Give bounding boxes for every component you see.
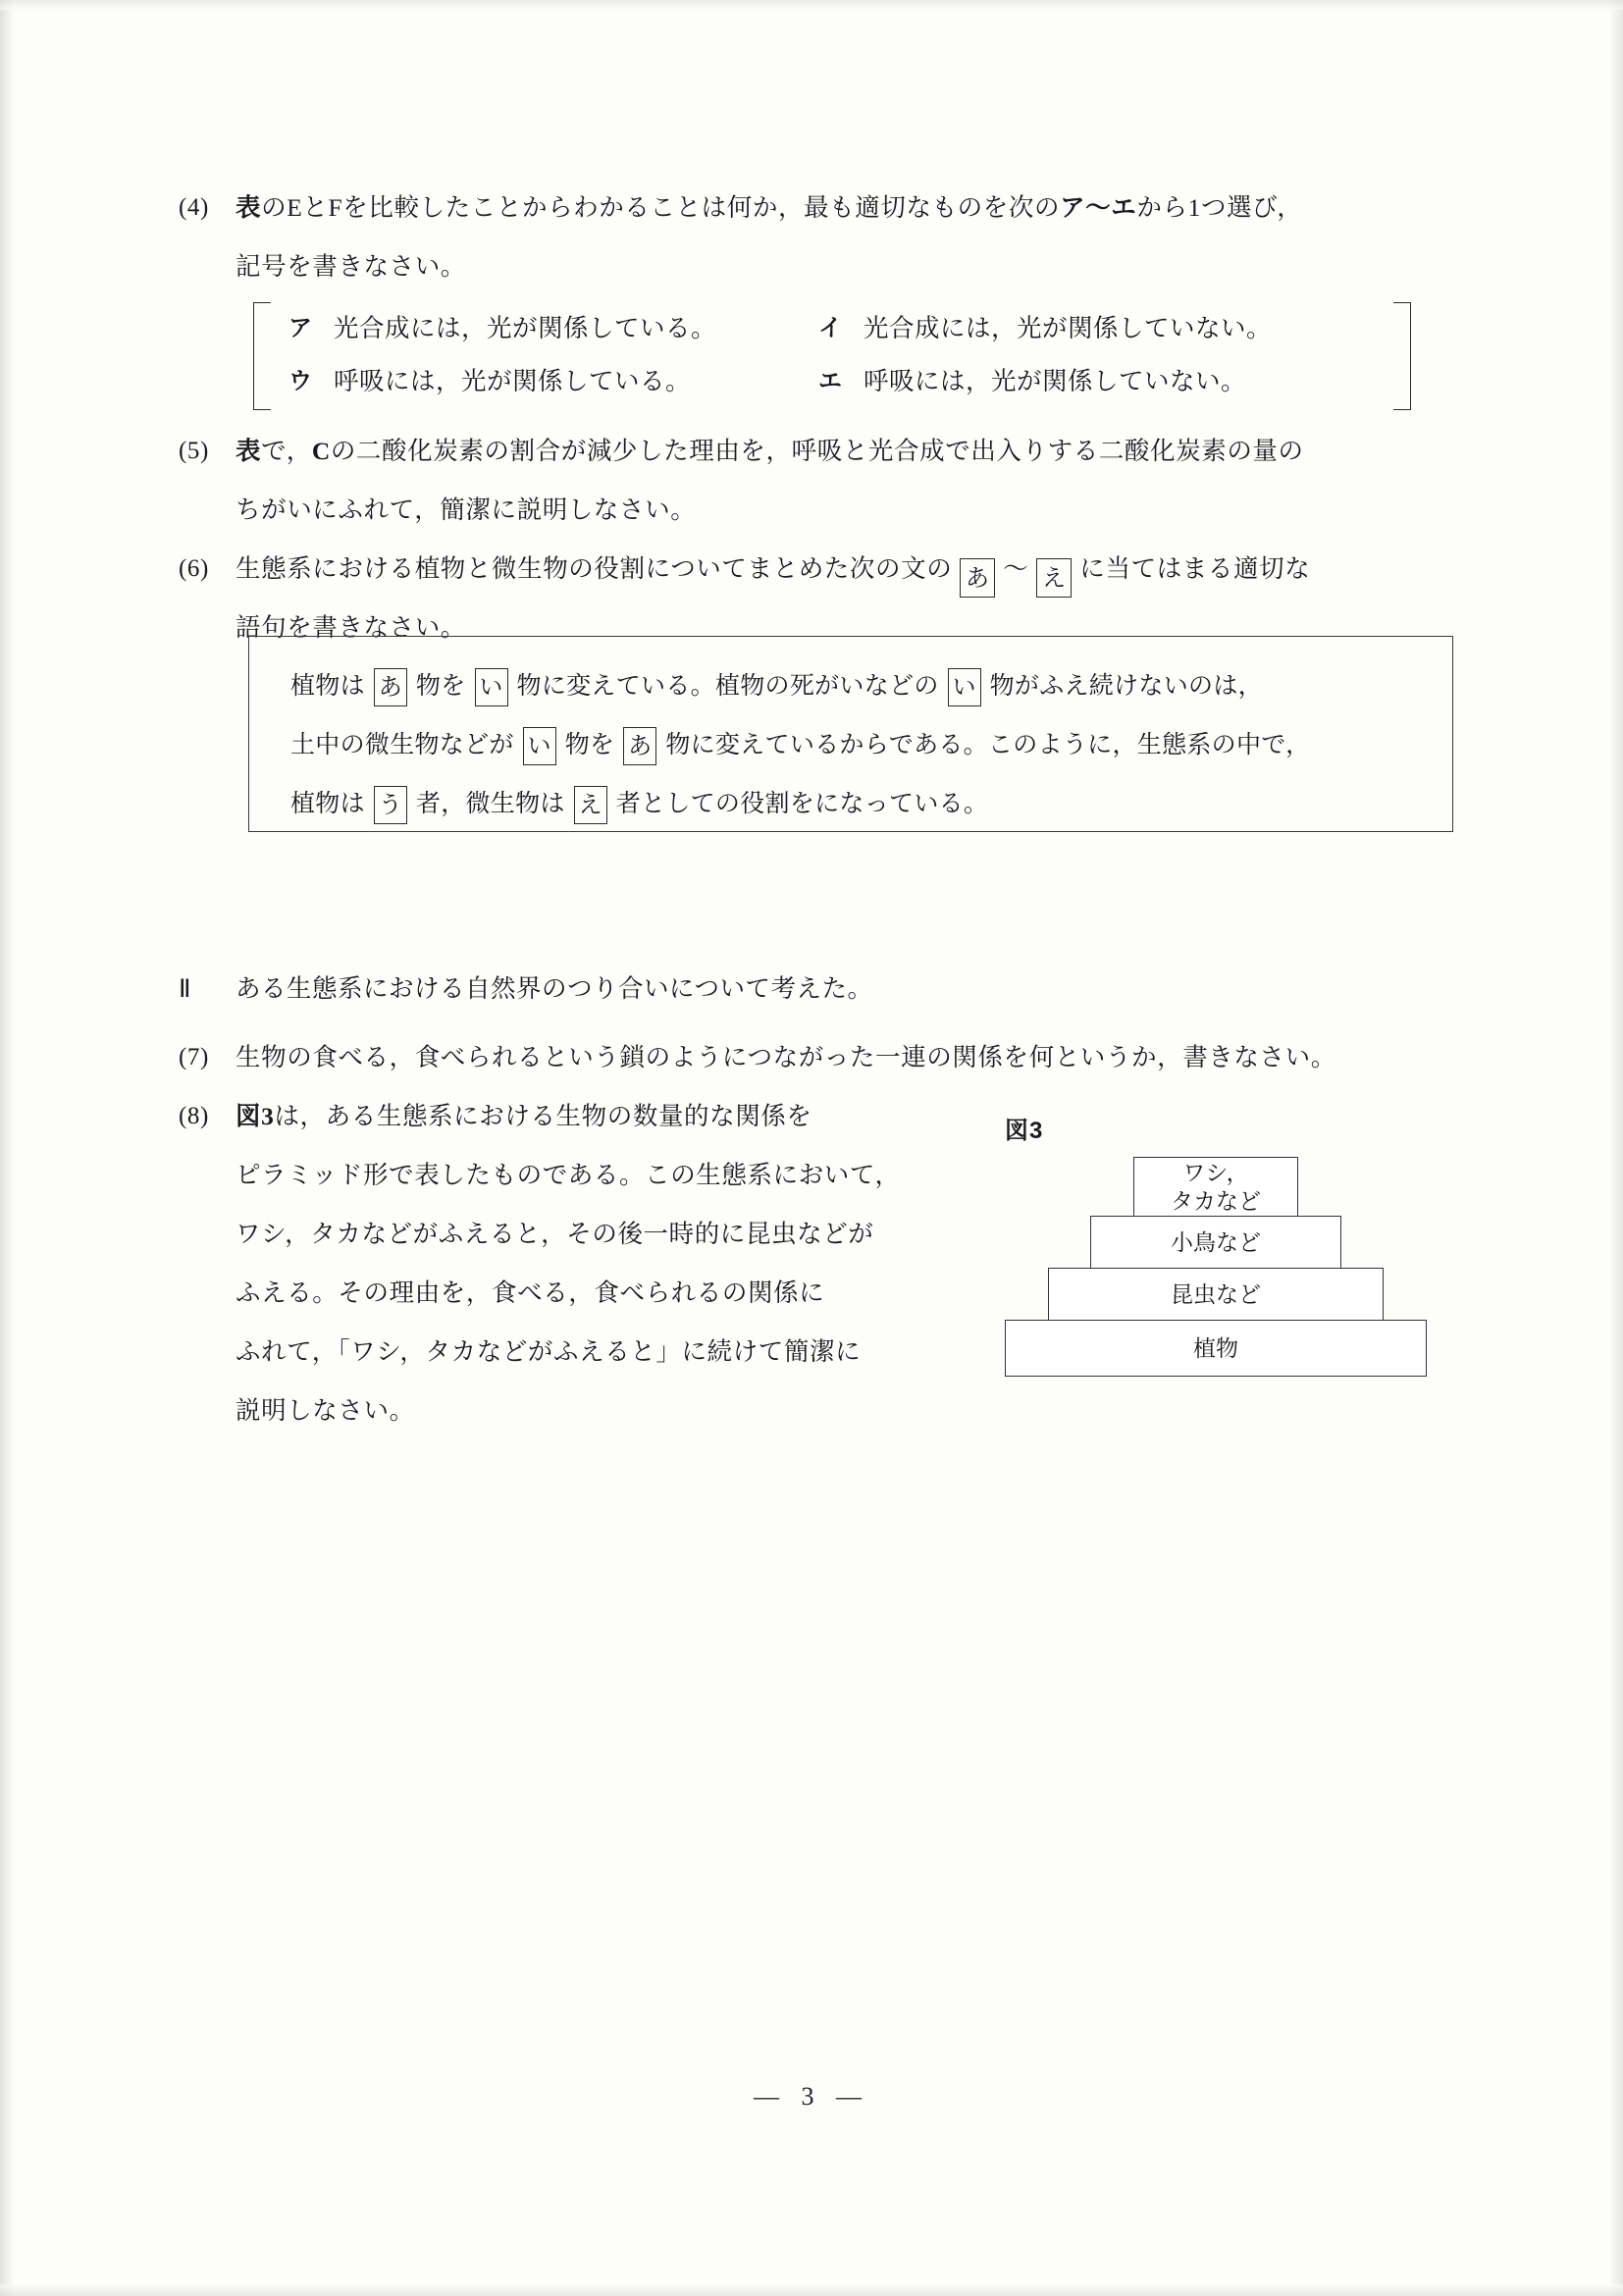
bracket-left: [253, 302, 271, 410]
choice-option-a[interactable]: [288, 302, 818, 355]
pyramid-tier-insects-label: 昆虫など: [1171, 1282, 1261, 1307]
blank-ref-start: あ: [960, 558, 995, 598]
question-4-line2: 記号を書きなさい。: [236, 252, 466, 281]
passage-2-blank-a: あ: [623, 727, 656, 765]
passage-2-blank-i: い: [523, 727, 556, 765]
question-8-number: (8): [179, 1103, 209, 1129]
passage-line-1: [290, 664, 1263, 709]
passage-1-seg2: 物を: [415, 673, 466, 700]
question-5-keyword-table: 表: [236, 437, 262, 465]
choice-mark-u: ウ: [288, 368, 313, 394]
question-8-line3: ワシ，タカなどがふえると，その後一時的に昆虫などが: [236, 1220, 874, 1248]
passage-box: [248, 636, 1453, 832]
question-8-line6: 説明しなさい。: [236, 1396, 415, 1425]
question-8-figure-ref: 図3: [236, 1102, 275, 1130]
question-8-line1-rest: は，ある生態系における生物の数量的な関係を: [274, 1102, 812, 1130]
bracket-right: [1393, 302, 1411, 410]
passage-1-blank-a: あ: [374, 668, 407, 706]
question-8-line2: ピラミッド形で表したものである。この生態系において，: [236, 1161, 901, 1189]
question-5-line2: ちがいにふれて，簡潔に説明しなさい。: [236, 496, 697, 524]
question-8-line4: ふえる。その理由を，食べる，食べられるの関係に: [236, 1278, 825, 1307]
passage-1-seg1: 植物は: [290, 673, 365, 700]
pyramid-tier-birds-label: 小鳥など: [1171, 1230, 1261, 1255]
blank-ref-end: え: [1036, 558, 1072, 598]
question-6-line1-b: に当てはまる適切な: [1079, 554, 1311, 583]
question-5-number: (5): [179, 438, 209, 464]
passage-2-seg2: 物を: [564, 732, 615, 758]
choice-option-u[interactable]: [288, 355, 818, 408]
question-5: [179, 422, 1454, 540]
passage-3-seg2: 者，微生物は: [415, 791, 565, 817]
question-4-body: [236, 179, 1302, 296]
choice-text-e: 呼吸には，光が関係していない。: [864, 367, 1247, 395]
pyramid-tier-top: [1133, 1157, 1298, 1218]
question-6-tilde: ～: [1003, 554, 1029, 583]
pyramid-tier-birds: [1090, 1216, 1341, 1270]
question-7: [179, 1028, 1474, 1087]
question-6-line2: 語句を書きなさい。: [236, 613, 466, 642]
figure-3: [1005, 1111, 1437, 1378]
figure-3-label: 図3: [1005, 1118, 1044, 1144]
question-5-line1-rest: の二酸化炭素の割合が減少した理由を，呼吸と光合成で出入りする二酸化炭素の量の: [330, 437, 1304, 465]
passage-3-seg3: 者としての役割をになっている。: [615, 791, 989, 817]
pyramid-tier-insects: [1048, 1268, 1384, 1322]
pyramid-tier-plants-label: 植物: [1193, 1335, 1238, 1361]
pyramid-tier-top-line2: タカなど: [1171, 1189, 1261, 1214]
choice-grid: [288, 302, 1387, 408]
choice-option-e[interactable]: [818, 355, 1348, 408]
choice-text-a: 光合成には，光が関係している。: [334, 314, 717, 342]
question-5-keyword-c: C: [311, 437, 331, 465]
passage-line-2: [290, 723, 1310, 768]
choice-text-i: 光合成には，光が関係していない。: [864, 314, 1273, 342]
question-4-keyword-table: 表: [236, 193, 262, 222]
choice-mark-a: ア: [288, 315, 313, 341]
ecological-pyramid: [1005, 1157, 1427, 1378]
passage-3-blank-u: う: [374, 786, 407, 824]
question-6-number: (6): [179, 555, 209, 582]
passage-2-seg3: 物に変えているからである。このように，生態系の中で，: [665, 732, 1311, 758]
choice-text-u: 呼吸には，光が関係している。: [334, 367, 692, 395]
passage-1-blank-i: い: [475, 668, 508, 706]
question-4-number: (4): [179, 194, 209, 221]
question-8: [179, 1087, 1022, 1440]
choice-mark-e: エ: [818, 368, 843, 394]
passage-1-blank-i2: い: [948, 668, 981, 706]
scan-edge-left: [0, 0, 14, 2296]
question-7-body: 生物の食べる，食べられるという鎖のようにつながった一連の関係を何というか，書きなさい。: [236, 1043, 1336, 1071]
pyramid-tier-top-line1: ワシ，: [1182, 1161, 1249, 1185]
question-8-body: [236, 1087, 901, 1440]
question-4-choices: [253, 302, 1411, 408]
choice-option-i[interactable]: [818, 302, 1348, 355]
passage-3-blank-e: え: [574, 786, 607, 824]
scan-edge-right: [1609, 0, 1623, 2296]
question-4-line1-tail: から1つ選び，: [1136, 193, 1303, 222]
passage-2-seg1: 土中の微生物などが: [290, 732, 514, 758]
page-footer: — 3 —: [754, 2082, 869, 2111]
passage-3-seg1: 植物は: [290, 791, 365, 817]
question-6-line1-a: 生態系における植物と微生物の役割についてまとめた次の文の: [236, 554, 953, 583]
question-5-line1-mid: で，: [261, 437, 312, 465]
question-7-number: (7): [179, 1044, 209, 1070]
question-5-body: [236, 422, 1304, 540]
question-4-keyword-choices: ア～エ: [1060, 193, 1137, 222]
scan-edge-top: [0, 0, 1623, 10]
question-4: [179, 179, 1454, 296]
section-two-text: ある生態系における自然界のつり合いについて考えた。: [236, 974, 873, 1003]
section-two-heading: [179, 969, 873, 1005]
question-8-line5: ふれて，「ワシ，タカなどがふえると」に続けて簡潔に: [236, 1337, 862, 1366]
passage-1-seg4: 物がふえ続けないのは，: [989, 673, 1263, 700]
section-two-roman: Ⅱ: [179, 974, 192, 1003]
passage-line-3: [290, 782, 988, 827]
question-4-line1-rest: のEとFを比較したことからわかることは何か，最も適切なものを次の: [261, 193, 1061, 222]
pyramid-tier-plants: [1005, 1320, 1427, 1377]
passage-1-seg3: 物に変えている。植物の死がいなどの: [516, 673, 939, 700]
choice-mark-i: イ: [818, 315, 843, 341]
scan-edge-bottom: [0, 2284, 1623, 2296]
